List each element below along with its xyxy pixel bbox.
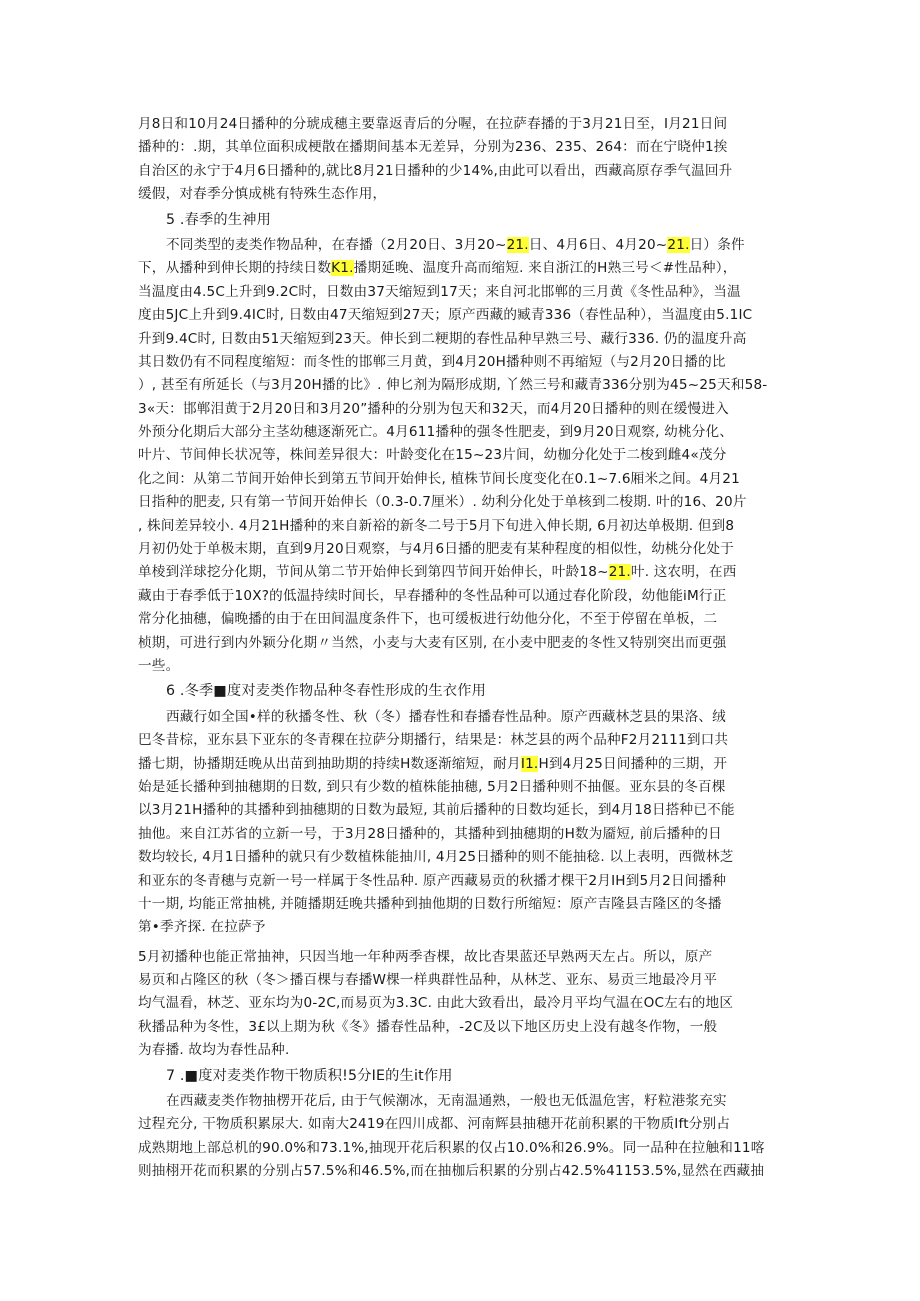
text-line: 5月初播种也能正常抽神，只因当地一年种两季杳棵，故比杳果蓝还早熟两天左占。所以，原产 xyxy=(138,948,713,965)
text-line: 以3月21H播种的其播种到抽穗期的日数为最短, 其前后播种的日数均延长，到4月18日搭种已不能 xyxy=(138,802,735,819)
text-line: 始是延长播种到抽穗期的日数, 到只有少数的植株能抽穗, 5月2日播种则不抽偃。亚东县的冬百棵 xyxy=(138,778,726,795)
text-line: 藏由于春季低于10X?的低温持续时间长，早春播种的冬性品种可以通过春化阶段，幼他能iM行正 xyxy=(138,587,727,604)
text-line: 桢期，可进行到内外颖分化期〃当然，小麦与大麦有区别, 在小麦中肥麦的冬性又特别突出而更强 xyxy=(138,634,727,651)
text-line: 下，从播种到伸长期的持续日数K1.播期延晚、温度升高而缩短. 来自浙江的H熟三号＜#性品种）， xyxy=(138,260,737,277)
text-line: 缓假，对春季分慎成桃有特殊生态作用， xyxy=(138,186,387,203)
highlight-mark: I1. xyxy=(520,755,539,772)
text-line: 则抽栩开花而积累的分别占57.5%和46.5%,而在抽枷后积累的分别占42.5%41153.5%,显然在西藏抽 xyxy=(138,1163,765,1180)
text-line: 常分化抽穗，偏晚播的由于在田间温度条件下，也可缓板进行幼他分化，不至于停留在单板，二 xyxy=(138,611,718,628)
text-line: ）, 甚至有所延长（与3月20H播的比》. 伸匕剂为隔形成期, 丫然三号和藏青336分别为45~25天和58- xyxy=(138,377,768,394)
text-line: 一些。 xyxy=(138,657,180,674)
text-line: , 株间差异较小. 4月21H播种的来自新裕的新冬二号于5月下旬进入伸长期, 6月初达单极期. 但到8 xyxy=(138,517,735,534)
text-line: 第•季齐探. 在拉萨予 xyxy=(138,919,266,936)
text-line: 单棱到洋球挖分化期，节间从第二节开始伸长到第四节间开始伸长，叶龄18~21.叶. 这农明，在西 xyxy=(138,564,737,581)
section-heading: 5 .春季的生神用 xyxy=(166,211,271,228)
text-line: 外预分化期后大部分主茎幼穗逐渐死亡。4月611播种的强冬性肥麦，到9月20日观察, 幼桃分化、 xyxy=(138,424,734,441)
text-line: 化之间：从第二节间开始伸长到第五节间开始伸长, 植株节间长度变化在0.1~7.6厢米之间。4月21 xyxy=(138,470,740,487)
text-line: 易页和占隆区的秋（冬＞播百棵与春播W棵一样典群性品种，从林芝、亚东、易贡三地最冷月平 xyxy=(138,972,718,989)
text-line: 成熟期地上部总机的90.0%和73.1%,抽现开花后积累的仅占10.0%和26.9%。同一品种在拉触和11喀 xyxy=(138,1139,765,1156)
highlight-mark: 21. xyxy=(506,236,529,253)
text-line: 当温度由4.5C上升到9.2C时，日数由37天缩短到17天；来自河北邯郸的三月黄《冬性品种》，当温 xyxy=(138,283,741,300)
text-line: 为春播. 故均为春性品种. xyxy=(138,1042,290,1059)
text-line: 升到9.4C时, 日数由51天缩短到23天。伸长到二粳期的春性品种早熟三号、藏行336. 仍的温度升高 xyxy=(138,330,747,347)
document-page xyxy=(138,113,800,1184)
section-heading: 7 .■度对麦类作物干物质积!5分IE的生it作用 xyxy=(166,1067,453,1084)
text-line: 3«天：邯郸泪黄于2月20日和3月20”播种的分别为包天和32天，而4月20日播种的则在缓慢进入 xyxy=(138,400,729,417)
text-line: 十一期, 均能正常抽桃, 并随播期廷晚共播种到抽他期的日数行所缩短：原产吉隆县吉隆区的冬播 xyxy=(138,895,722,912)
text-line: 过程充分, 干物质积累尿大. 如南大2419在四川成都、河南辉县抽穗开花前积累的干物质Ift分别占 xyxy=(138,1116,731,1133)
text-line: 月初仍处于单极末期，直到9月20日观察，与4月6日播的肥麦有某种程度的相似性，幼桃分化处于 xyxy=(138,541,734,558)
text-line: 秋播品种为冬性，3£以上期为秋《冬》播春性品种，-2C及以下地区历史上没有越冬作物，一般 xyxy=(138,1018,718,1035)
text-line: 叶片、节间伸长状况等，株间差异很大：叶龄变化在15~23片间，幼枷分化处于二梭到雌4«茂分 xyxy=(138,447,727,464)
text-line: 在西藏麦类作物抽楞开花后, 由于气候潮冰，无南温通熟，一般也无低温危害，籽粒港浆充实 xyxy=(166,1093,727,1110)
text-line: 均气温看，林芝、亚东均为0-2C,而易页为3.3C. 由此大致看出，最冷月平均气温在OC左右的地区 xyxy=(138,995,734,1012)
text-line: 播七期，协播期廷晚从出苗到抽助期的持续H数逐渐缩短，耐月I1.H到4月25日间播种的三期，开 xyxy=(138,755,728,772)
text-line: 月8日和10月24日播种的分琥成穗主要靠返青后的分喔，在拉萨春播的于3月21日至，I月21日间 xyxy=(138,116,728,132)
text-line: 不同类型的麦类作物品种，在春播（2月20日、3月20~21.日、4月6日、4月20~21.日）条件 xyxy=(166,236,745,253)
text-line: 播种的：.期，其单位面积成梗散在播期间基本无差异，分别为236、235、264：而在宁晓仲1挨 xyxy=(138,139,728,156)
text-line: 西藏行如全国•样的秋播冬性、秋（冬）播春性和春播春性品种。原产西藏林芝县的果洛、绒 xyxy=(166,708,726,725)
text-line: 自治区的永宁于4月6日播种的,就比8月21日播种的少14%,由此可以看出，西藏高原存季气温回升 xyxy=(138,162,733,179)
text-line: 其日数仍有不同程度缩短：而冬性的邯郸三月黄，到4月20H播种则不再缩短（与2月20日播的比 xyxy=(138,353,726,370)
highlight-mark: 21. xyxy=(667,236,690,253)
text-line: 度由5JC上升到9.4IC时, 日数由47天缩短到27天；原产西藏的臧青336（春性品种），当温度由5.1IC xyxy=(138,307,753,324)
highlight-mark: K1. xyxy=(331,260,354,277)
text-line: 日指种的肥麦, 只有第一节间开始伸长（0.3-0.7厘米）. 幼利分化处于单核到二梭期. 叶的16、20片 xyxy=(138,494,747,511)
text-line: 和亚东的冬青穗与克新一号一样属于冬性品种. 原产西藏易贡的秋播才棵干2月IH到5月2日间播种 xyxy=(138,872,727,889)
section-heading: 6 .冬季■度对麦类作物品种冬春性形成的生衣作用 xyxy=(166,683,487,700)
highlight-mark: 21. xyxy=(608,564,631,581)
text-line: 数均较长, 4月1日播种的就只有少数植株能抽川, 4月25日播种的则不能抽稔. 以上表明，西微林芝 xyxy=(138,849,734,866)
text-line: 巴冬昔棕，亚东县下亚东的冬青稞在拉萨分期播行，结果是：林芝县的两个品种F2月2111到口共 xyxy=(138,732,729,749)
text-line: 抽他。来自江苏省的立新一号，于3月28日播种的，其播种到抽穗期的H数为靥短, 前后播种的日 xyxy=(138,825,722,842)
